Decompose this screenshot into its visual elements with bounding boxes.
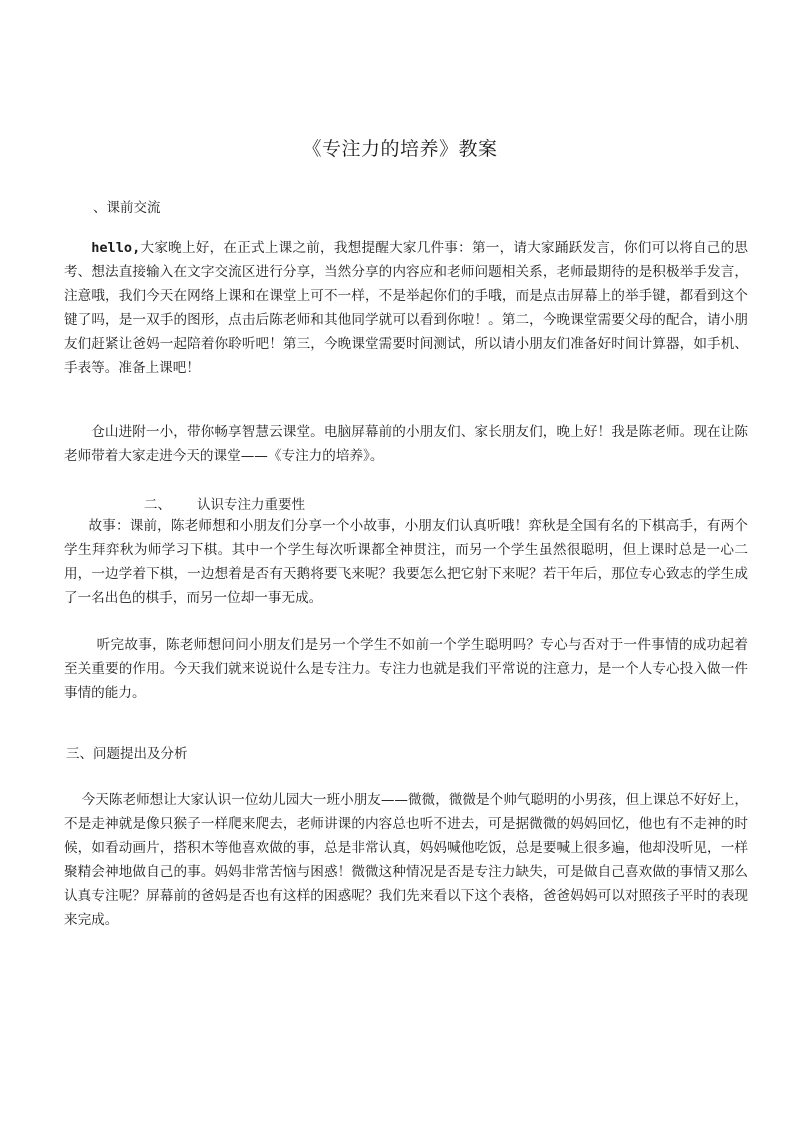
greeting-lead: hello,	[91, 240, 141, 256]
paragraph-greeting	[64, 236, 748, 380]
paragraph-reflection: 听完故事，陈老师想问问小朋友们是另一个学生不如前一个学生聪明吗？专心与否对于一件事情的成功起着至关重要的作用。今天我们就来说说什么是专注力。专注力也就是我们平常说的注意力，是一个人专心投入做一件事情的能力。	[64, 637, 748, 701]
document-title: 《专注力的培养》教案	[302, 138, 498, 160]
greeting-text: 大家晚上好，在正式上课之前，我想提醒大家几件事：第一，请大家踊跃发言，你们可以将自己的思考、想法直接输入在文字交流区进行分享，当然分享的内容应和老师问题相关系，老师最期待的是积极举手发言，注意哦，我们今天在网络上课和在课堂上可不一样，不是举起你们的手哦，而是点击屏幕上的举手键，都看到这个键了吗，是一双手的图形，点击后陈老师和其他同学就可以看到你啦！。第二，今晚课堂需要父母的配合，请小朋友们赶紧让爸妈一起陪着你聆听吧！第三，今晚课堂需要时间测试，所以请小朋友们准备好时间计算器，如手机、手表等。准备上课吧！	[64, 240, 748, 376]
section-heading-pre-class: 、课前交流	[93, 200, 161, 216]
section-number: 二、	[144, 497, 171, 513]
paragraph-intro: 仓山进附一小，带你畅享智慧云课堂。电脑屏幕前的小朋友们、家长朋友们，晚上好！我是陈老师。现在让陈老师带着大家走进今天的课堂——《专注力的培养》。	[64, 424, 748, 464]
section-heading-problem: 三、问题提出及分析	[66, 746, 188, 762]
section-heading-text: 认识专注力重要性	[197, 497, 305, 513]
paragraph-case: 今天陈老师想让大家认识一位幼儿园大一班小朋友——微微，微微是个帅气聪明的小男孩，但上课总不好好上，不是走神就是像只猴子一样爬来爬去，老师讲课的内容总也听不进去，可是据微微的妈妈回忆，他也有不走神的时候，如看动画片，搭积木等他喜欢做的事，总是非常认真，妈妈喊他吃饭，总是要喊上很多遍，他却没听见，一样聚精会神地做自己的事。妈妈非常苦恼与困惑！微微这种情况是否是专注力缺失，可是做自己喜欢做的事情又那么认真专注呢？屏幕前的爸妈是否也有这样的困惑呢？我们先来看以下这个表格，爸爸妈妈可以对照孩子平时的表现来完成。	[64, 792, 748, 928]
section-heading-importance	[144, 493, 305, 513]
paragraph-story: 故事：课前，陈老师想和小朋友们分享一个小故事，小朋友们认真听哦！弈秋是全国有名的下棋高手，有两个学生拜弈秋为师学习下棋。其中一个学生每次听课都全神贯注，而另一个学生虽然很聪明，但上课时总是一心二用，一边学着下棋，一边想着是否有天鹅将要飞来呢？我要怎么把它射下来呢？若干年后，那位专心致志的学生成了一名出色的棋手，而另一位却一事无成。	[64, 518, 748, 606]
